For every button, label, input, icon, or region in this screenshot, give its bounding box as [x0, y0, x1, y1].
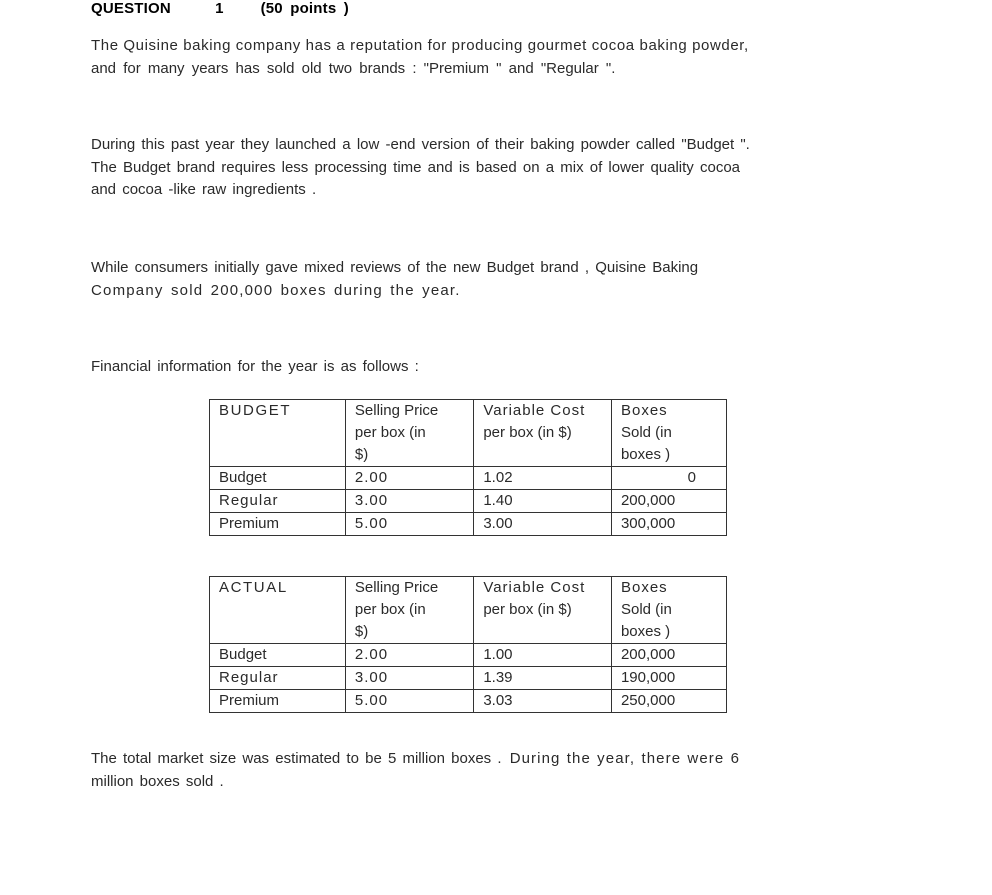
text-segment: The total market size was estimated to be 5 million boxes . — [91, 750, 502, 767]
table-header-cell — [474, 400, 612, 467]
boxes-cell: 250,000 — [611, 690, 726, 713]
intro-paragraph — [91, 35, 911, 80]
brand-cell: Regular — [210, 490, 346, 513]
brand-cell: Budget — [210, 467, 346, 490]
cost-cell: 1.02 — [474, 467, 612, 490]
header-text: $) — [354, 623, 369, 640]
table-header-row — [210, 400, 727, 467]
budget-launch-paragraph — [91, 134, 911, 202]
text-line: and cocoa -like raw ingredients . — [91, 181, 317, 198]
table-header-row — [210, 577, 727, 644]
boxes-cell: 200,000 — [611, 490, 726, 513]
cost-cell: 3.00 — [474, 513, 612, 536]
text-line — [91, 748, 911, 771]
question-label: QUESTION — [91, 0, 171, 17]
brand-cell: Regular — [210, 667, 346, 690]
table-row — [210, 513, 727, 536]
header-text: Selling Price — [354, 579, 439, 596]
header-text: Variable Cost — [483, 402, 586, 419]
table-title: ACTUAL — [219, 579, 288, 596]
table-header-cell — [474, 577, 612, 644]
brand-cell: Premium — [210, 690, 346, 713]
price-cell: 5.00 — [345, 513, 473, 536]
text-line: During this past year they launched a low -end version of their baking powder called "Budget ". — [91, 136, 750, 153]
price-cell: 2.00 — [345, 644, 473, 667]
table-header-cell — [345, 577, 473, 644]
header-text: Selling Price — [354, 402, 439, 419]
header-text: per box (in $) — [483, 601, 572, 618]
boxes-cell: 0 — [611, 467, 726, 490]
actual-table — [209, 576, 727, 713]
boxes-cell: 300,000 — [611, 513, 726, 536]
financial-intro-paragraph — [91, 356, 911, 379]
table-row — [210, 490, 727, 513]
cost-cell: 1.39 — [474, 667, 612, 690]
table-row — [210, 667, 727, 690]
table-header-cell — [345, 400, 473, 467]
text-line: Financial information for the year is as follows : — [91, 358, 419, 375]
consumer-reviews-paragraph — [91, 257, 911, 302]
cost-cell: 3.03 — [474, 690, 612, 713]
text-line: The Quisine baking company has a reputation for producing gourmet cocoa baking powder, — [91, 37, 749, 54]
header-text: $) — [354, 446, 369, 463]
table-row — [210, 644, 727, 667]
brand-cell: Budget — [210, 644, 346, 667]
price-cell: 3.00 — [345, 667, 473, 690]
price-cell: 5.00 — [345, 690, 473, 713]
brand-cell: Premium — [210, 513, 346, 536]
text-segment: During the year, there were 6 — [509, 750, 741, 767]
cost-cell: 1.00 — [474, 644, 612, 667]
header-text: Variable Cost — [483, 579, 586, 596]
table-header-cell — [611, 400, 726, 467]
boxes-cell: 200,000 — [611, 644, 726, 667]
header-text: boxes ) — [620, 446, 671, 463]
text-line: While consumers initially gave mixed reviews of the new Budget brand , Quisine Baking — [91, 259, 699, 276]
text-line: million boxes sold . — [91, 772, 224, 790]
header-text: Boxes — [620, 402, 668, 419]
question-points: (50 points ) — [260, 0, 349, 17]
header-text: boxes ) — [620, 623, 671, 640]
header-text: Sold (in — [620, 601, 672, 618]
text-line: and for many years has sold old two brands : "Premium " and "Regular ". — [91, 59, 616, 77]
table-header-cell — [611, 577, 726, 644]
question-number: 1 — [215, 0, 224, 17]
header-text: per box (in — [354, 424, 426, 441]
question-heading — [91, 0, 349, 17]
budget-table — [209, 399, 727, 536]
header-text: Boxes — [620, 579, 668, 596]
table-header-cell — [210, 577, 346, 644]
table-row — [210, 467, 727, 490]
header-text: per box (in — [354, 601, 426, 618]
price-cell: 2.00 — [345, 467, 473, 490]
table-row — [210, 690, 727, 713]
table-title: BUDGET — [219, 402, 292, 419]
text-line: The Budget brand requires less processing time and is based on a mix of lower quality cocoa — [91, 158, 740, 176]
boxes-cell: 190,000 — [611, 667, 726, 690]
header-text: Sold (in — [620, 424, 672, 441]
market-size-paragraph — [91, 748, 911, 793]
text-line: Company sold 200,000 boxes during the year. — [91, 281, 461, 299]
price-cell: 3.00 — [345, 490, 473, 513]
cost-cell: 1.40 — [474, 490, 612, 513]
table-header-cell — [210, 400, 346, 467]
header-text: per box (in $) — [483, 424, 572, 441]
